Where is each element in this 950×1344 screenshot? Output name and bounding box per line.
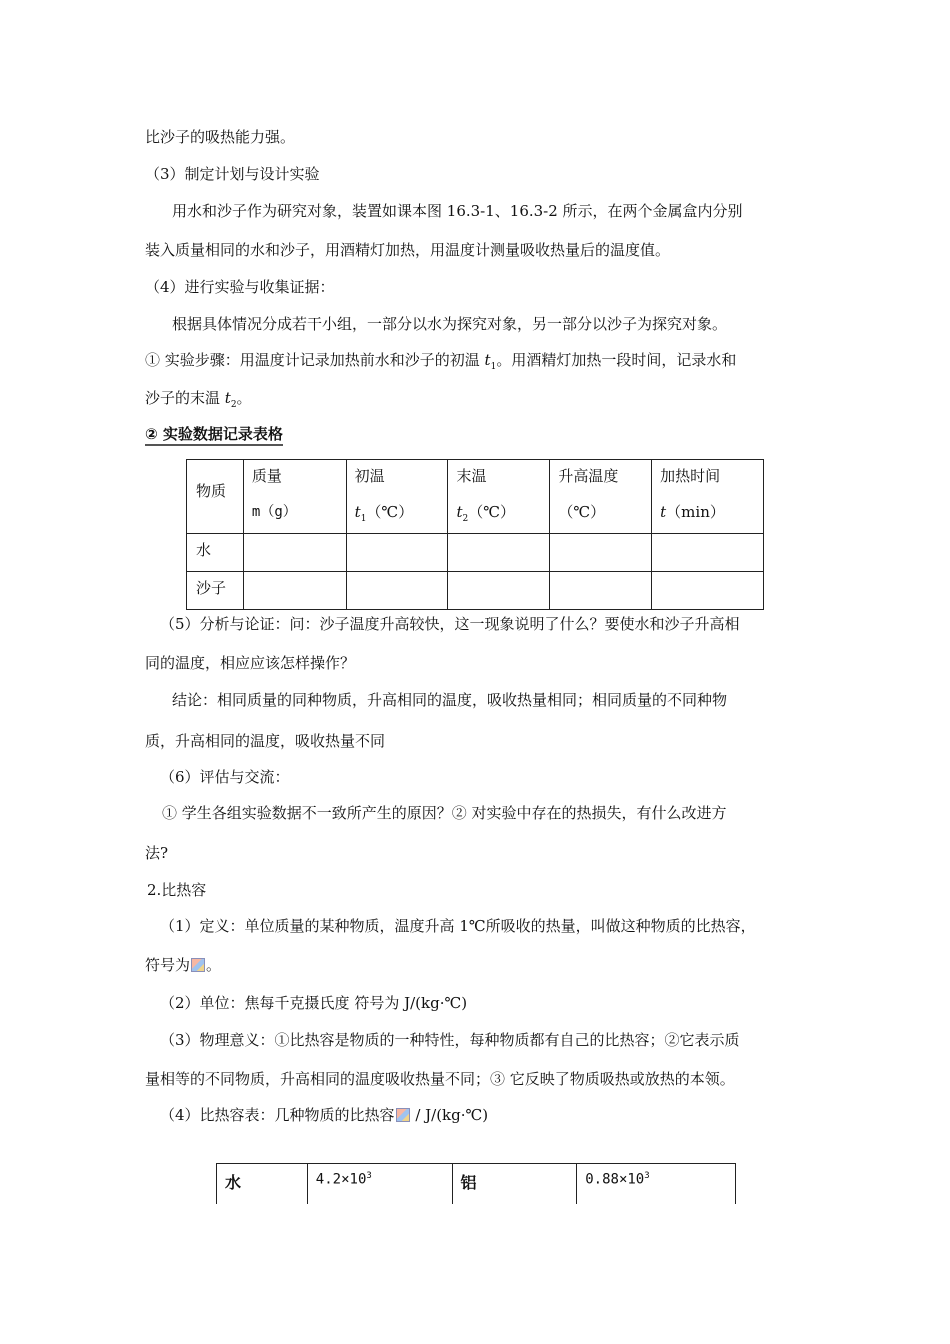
text-segment: 。用酒精灯加热一段时间，记录水和 [496,351,737,369]
unit-line: （2）单位：焦每千克摄氏度 符号为 J/(kg·℃) [160,994,468,1012]
exponent: 3 [644,1171,650,1181]
text-line: 比沙子的吸热能力强。 [145,128,296,146]
text-line [145,350,736,377]
table-row [187,572,764,610]
data-cell [652,534,764,572]
heat-value [577,1164,735,1188]
text-line: 量相等的不同物质，升高相同的温度吸收热量不同；③ 它反映了物质吸热或放热的本领。 [145,1070,735,1088]
section-heading-6: （6）评估与交流： [160,768,290,786]
value-text: 0.88×10 [585,1171,645,1188]
text-line [160,1105,488,1125]
table-title-text: ② 实验数据记录表格 [145,425,283,446]
text-line: 根据具体情况分成若干小组，一部分以水为探究对象，另一部分以沙子为探究对象。 [172,315,728,333]
data-cell [452,1164,577,1204]
header-cell [187,460,244,534]
symbol-t: t [456,503,463,521]
conclusion-line: 结论：相同质量的同种物质，升高相同的温度，吸收热量相同；相同质量的不同种物 [172,691,728,709]
data-cell [448,572,550,610]
text-line: 装入质量相同的水和沙子，用酒精灯加热，用温度计测量吸收热量后的温度值。 [145,241,671,259]
data-cell [550,534,652,572]
text-line: ① 学生各组实验数据不一致所产生的原因？② 对实验中存在的热损失，有什么改进方 [162,804,727,822]
value-text: 4.2×10 [315,1171,367,1188]
substance-name: 水 [225,1173,242,1192]
header-cell [243,460,346,534]
unit-text: （℃） [366,503,414,521]
header-label: 末温 [456,467,487,485]
row-label: 水 [196,541,212,559]
text-line [145,955,221,975]
data-cell [550,572,652,610]
table-row [217,1164,736,1204]
header-label: 升高温度 [558,467,619,485]
text-line: 用水和沙子作为研究对象，装置如课本图 16.3-1、16.3-2 所示，在两个金属盒内分别 [172,202,743,220]
text-segment: / J/(kg·℃) [410,1106,489,1124]
subscript: 1 [360,514,367,524]
header-unit [660,502,755,522]
subscript: 1 [490,362,497,372]
symbol-t: t [660,503,667,521]
data-cell [243,534,346,572]
meaning-line: （3）物理意义：①比热容是物质的一种特性，每种物质都有自己的比热容；②它表示质 [160,1031,740,1049]
data-cell [307,1164,452,1204]
row-label-cell [187,572,244,610]
header-unit: （℃） [558,503,606,521]
header-label: 物质 [196,482,227,500]
text-line: 同的温度，相应应该怎样操作？ [145,654,356,672]
text-line [145,388,252,415]
row-label: 沙子 [196,579,227,597]
header-cell [448,460,550,534]
specific-heat-symbol-icon [191,958,205,972]
definition-line: （1）定义：单位质量的某种物质，温度升高 1℃所吸收的热量，叫做这种物质的比热容， [160,917,756,935]
header-cell [652,460,764,534]
section-heading-3: （3）制定计划与设计实验 [145,165,320,183]
data-cell [217,1164,308,1204]
data-cell [577,1164,736,1204]
text-segment: ① 实验步骤：用温度计记录加热前水和沙子的初温 [145,351,485,369]
header-label: 加热时间 [660,467,721,485]
header-cell [346,460,448,534]
section-heading-5: （5）分析与论证：问：沙子温度升高较快，这一现象说明了什么？要使水和沙子升高相 [160,615,740,633]
subscript: 2 [230,400,237,410]
header-label: 质量 [251,467,282,485]
text-line: 质，升高相同的温度，吸收热量不同 [145,732,386,750]
row-label-cell [187,534,244,572]
text-segment: 。 [206,956,222,974]
header-unit [456,502,541,529]
data-cell [346,572,448,610]
substance-name: 铝 [460,1173,477,1192]
experiment-data-table [186,459,764,610]
text-segment: （4）比热容表：几种物质的比热容 [160,1106,395,1124]
data-cell [346,534,448,572]
data-cell [448,534,550,572]
text-segment: 符号为 [145,956,191,974]
section-heading-4: （4）进行实验与收集证据： [145,278,335,296]
symbol-t: t [484,351,491,369]
data-cell [243,572,346,610]
data-cell [652,572,764,610]
text-line: 法? [145,844,169,862]
table-title [145,424,283,444]
specific-heat-symbol-icon [396,1108,410,1122]
unit-text: （℃） [468,503,516,521]
symbol-t: t [224,389,231,407]
header-unit: m（g） [251,504,297,520]
subscript: 2 [462,514,469,524]
text-segment: 。 [236,389,252,407]
symbol-t: t [354,503,361,521]
exponent: 3 [366,1171,372,1181]
text-segment: 沙子的末温 [145,389,225,407]
table-header-row [187,460,764,534]
header-label: 初温 [354,467,385,485]
header-unit [355,502,440,529]
header-cell [550,460,652,534]
section-heading-2: 2.比热容 [147,881,207,899]
heat-value [308,1164,452,1188]
specific-heat-table [216,1163,736,1204]
table-row [187,534,764,572]
unit-text: （min） [666,503,725,521]
